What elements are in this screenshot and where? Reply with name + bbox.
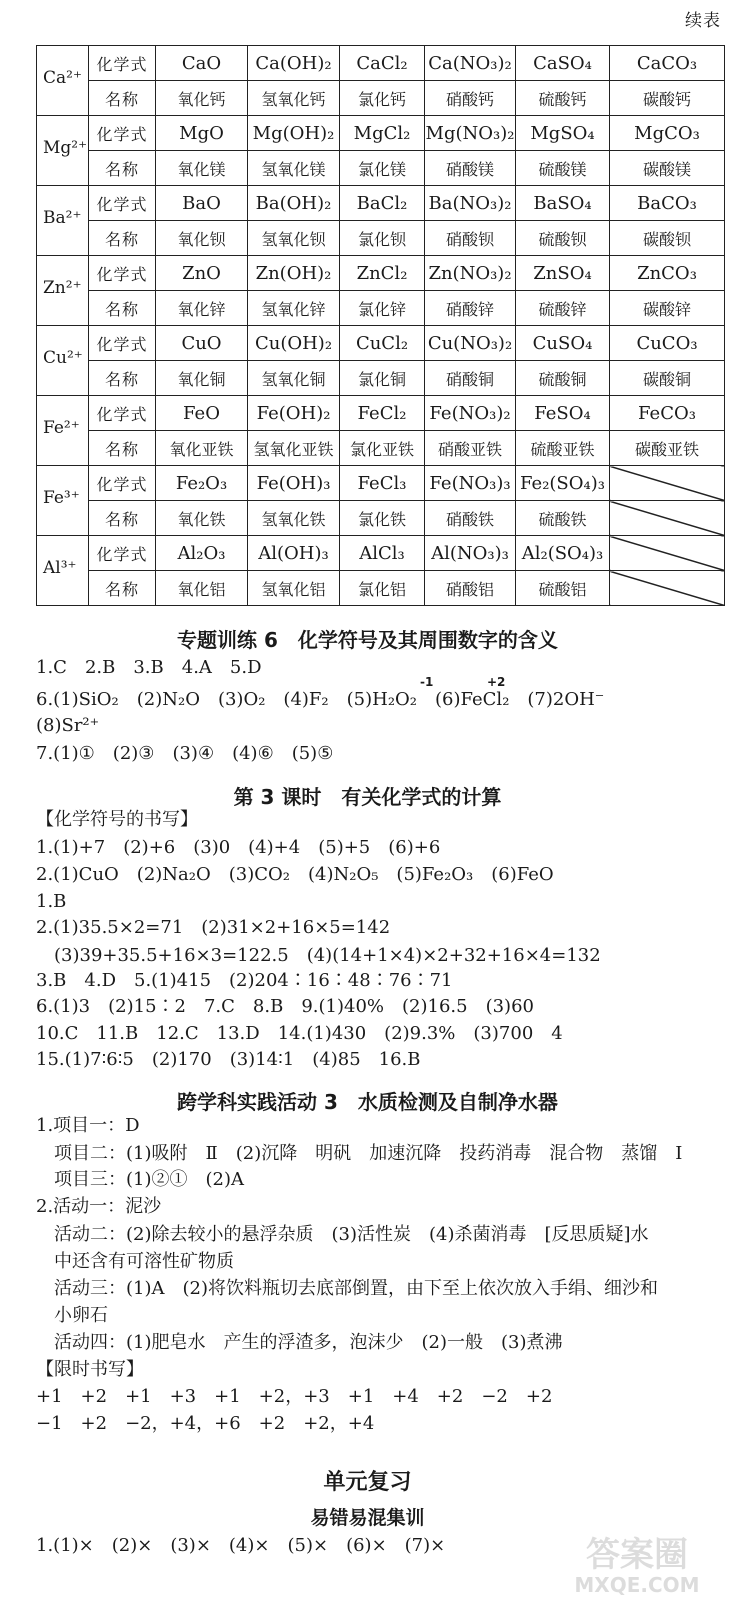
table-row [37,571,725,606]
formula-cell: Fe(NO₃)₃ [425,466,516,501]
name-cell: 硝酸锌 [425,291,516,326]
valence-mark: +2 [487,675,506,689]
name-cell: 氧化铜 [156,361,248,396]
answer-line: 1.B [36,891,67,912]
name-cell: 氧化铝 [156,571,248,606]
formula-cell: BaCO₃ [610,186,725,221]
name-cell: 硫酸镁 [516,151,610,186]
answer-line: 2.(1)CuO (2)Na₂O (3)CO₂ (4)N₂O₅ (5)Fe₂O₃ (6)FeO [36,864,554,885]
answer-line: 6.(1)SiO₂ (2)N₂O (3)O₂ (4)F₂ (5)H₂O₂ (6)FeCl₂ (7)2OH⁻ [36,689,605,710]
name-cell: 氧化亚铁 [156,431,248,466]
name-cell: 碳酸锌 [610,291,725,326]
formula-cell: MgSO₄ [516,116,610,151]
table-row [37,466,725,501]
name-cell: 硝酸亚铁 [425,431,516,466]
table-row [37,396,725,431]
answer-line: 项目三：(1)②① (2)A [54,1169,244,1190]
name-cell: 硝酸铁 [425,501,516,536]
answer-line: 2.活动一：泥沙 [36,1196,162,1217]
formula-cell: Al(NO₃)₃ [425,536,516,571]
subheading: 【限时书写】 [36,1359,144,1380]
table-row [37,81,725,116]
formula-cell: FeO [156,396,248,431]
formula-cell: Ba(OH)₂ [248,186,340,221]
name-cell: 硝酸钡 [425,221,516,256]
formula-cell: ZnCl₂ [340,256,425,291]
table-row [37,291,725,326]
row-label: 化学式 [89,256,156,291]
name-cell: 氢氧化亚铁 [248,431,340,466]
formula-cell: CuCO₃ [610,326,725,361]
formula-cell: FeCl₂ [340,396,425,431]
formula-cell: AlCl₃ [340,536,425,571]
formula-cell: CaSO₄ [516,46,610,81]
name-cell: 硫酸亚铁 [516,431,610,466]
table-row [37,221,725,256]
ion-cell: Zn²⁺ [37,256,89,326]
table-row [37,536,725,571]
formula-cell: ZnSO₄ [516,256,610,291]
formula-cell: ZnO [156,256,248,291]
row-label: 名称 [89,571,156,606]
table-row [37,501,725,536]
name-cell: 碳酸铜 [610,361,725,396]
table-row [37,326,725,361]
name-cell: 氢氧化铁 [248,501,340,536]
formula-cell: Cu(OH)₂ [248,326,340,361]
formula-cell: Fe₂O₃ [156,466,248,501]
formula-cell: Fe(NO₃)₂ [425,396,516,431]
subheading: 【化学符号的书写】 [36,809,198,830]
ion-cell: Ba²⁺ [37,186,89,256]
row-label: 名称 [89,431,156,466]
unit-review-subtitle: 易错易混集训 [310,1507,425,1529]
answer-line: 1.(1)× (2)× (3)× (4)× (5)× (6)× (7)× [36,1535,446,1556]
name-cell: 氯化钙 [340,81,425,116]
formula-cell: Fe(OH)₃ [248,466,340,501]
table-row [37,361,725,396]
formula-cell: BaCl₂ [340,186,425,221]
formula-cell: Al(OH)₃ [248,536,340,571]
answer-line: 活动三：(1)A (2)将饮料瓶切去底部倒置，由下至上依次放入手绢、细沙和 [54,1278,658,1299]
table-row [37,431,725,466]
name-cell: 硝酸铜 [425,361,516,396]
name-cell: 氯化镁 [340,151,425,186]
name-cell: 氢氧化锌 [248,291,340,326]
watermark-url: MXQE.COM [574,1573,700,1597]
table-row [37,256,725,291]
answer-line: 10.C 11.B 12.C 13.D 14.(1)430 (2)9.3% (3)700 4 [36,1023,563,1044]
name-cell: 硝酸镁 [425,151,516,186]
formula-cell: Ba(NO₃)₂ [425,186,516,221]
table-row [37,186,725,221]
formula-cell: Al₂O₃ [156,536,248,571]
name-cell: 氯化亚铁 [340,431,425,466]
formula-cell: Fe₂(SO₄)₃ [516,466,610,501]
answer-line: 15.(1)7∶6∶5 (2)170 (3)14∶1 (4)85 16.B [36,1049,421,1070]
row-label: 化学式 [89,326,156,361]
row-label: 名称 [89,221,156,256]
ion-cell: Ca²⁺ [37,46,89,116]
formula-cell: BaSO₄ [516,186,610,221]
formula-cell: Mg(OH)₂ [248,116,340,151]
name-cell: 氯化铝 [340,571,425,606]
formula-cell: FeSO₄ [516,396,610,431]
formula-cell: CuSO₄ [516,326,610,361]
name-cell: 氯化铁 [340,501,425,536]
answer-line: (8)Sr²⁺ [36,715,100,736]
formula-cell: Ca(NO₃)₂ [425,46,516,81]
name-cell: 氧化镁 [156,151,248,186]
name-cell: 氢氧化钡 [248,221,340,256]
answer-line: (3)39+35.5+16×3=122.5 (4)(14+1×4)×2+32+16×4=132 [54,945,601,966]
name-cell: 硝酸钙 [425,81,516,116]
lesson3-title: 第 3 课时 有关化学式的计算 [233,785,502,809]
formula-cell: CaCl₂ [340,46,425,81]
name-cell: 氯化铜 [340,361,425,396]
name-cell: 硫酸锌 [516,291,610,326]
formula-cell: CaCO₃ [610,46,725,81]
answer-line: +1 +2 +1 +3 +1 +2，+3 +1 +4 +2 −2 +2 [36,1386,553,1407]
continued-label: 续表 [685,11,721,31]
name-cell: 氢氧化钙 [248,81,340,116]
answer-line: 小卵石 [54,1305,108,1326]
answer-line: 7.(1)① (2)③ (3)④ (4)⑥ (5)⑤ [36,743,334,764]
formula-cell: FeCl₃ [340,466,425,501]
table-row [37,46,725,81]
row-label: 名称 [89,81,156,116]
name-cell: 硫酸铁 [516,501,610,536]
ion-cell: Cu²⁺ [37,326,89,396]
formula-cell: MgCO₃ [610,116,725,151]
watermark-text: 答案圈 [586,1535,688,1575]
row-label: 化学式 [89,536,156,571]
name-cell: 氯化锌 [340,291,425,326]
name-cell: 碳酸亚铁 [610,431,725,466]
ion-cell: Fe³⁺ [37,466,89,536]
name-cell: 氯化钡 [340,221,425,256]
formula-cell: Fe(OH)₂ [248,396,340,431]
answer-line: 1.C 2.B 3.B 4.A 5.D [36,657,262,678]
answer-line: 活动二：(2)除去较小的悬浮杂质 (3)活性炭 (4)杀菌消毒 [反思质疑]水 [54,1224,649,1245]
name-cell: 氧化钡 [156,221,248,256]
formula-cell: CuO [156,326,248,361]
table-row [37,151,725,186]
answer-line: −1 +2 −2，+4，+6 +2 +2，+4 [36,1413,375,1434]
section6-title: 专题训练 6 化学符号及其周围数字的含义 [177,628,558,652]
formula-cell: CuCl₂ [340,326,425,361]
answer-line: 活动四：(1)肥皂水 产生的浮渣多，泡沫少 (2)一般 (3)煮沸 [54,1332,563,1353]
formula-cell: Zn(NO₃)₂ [425,256,516,291]
ion-cell: Fe²⁺ [37,396,89,466]
name-cell: 碳酸钙 [610,81,725,116]
watermark-logo [557,1528,717,1598]
name-cell: 氢氧化铝 [248,571,340,606]
answer-line: 项目二：(1)吸附 Ⅱ (2)沉降 明矾 加速沉降 投药消毒 混合物 蒸馏 Ⅰ [54,1143,683,1164]
unit-review-title: 单元复习 [323,1470,412,1495]
name-cell: 氧化锌 [156,291,248,326]
empty-cell [610,501,725,536]
formula-cell: MgCl₂ [340,116,425,151]
row-label: 化学式 [89,46,156,81]
answer-line: 6.(1)3 (2)15∶2 7.C 8.B 9.(1)40% (2)16.5 (3)60 [36,996,534,1017]
answer-line: 2.(1)35.5×2=71 (2)31×2+16×5=142 [36,917,391,938]
salt-table [36,45,725,606]
formula-cell: Mg(NO₃)₂ [425,116,516,151]
row-label: 化学式 [89,466,156,501]
formula-cell: BaO [156,186,248,221]
answer-line: 1.(1)+7 (2)+6 (3)0 (4)+4 (5)+5 (6)+6 [36,837,441,858]
formula-cell: Zn(OH)₂ [248,256,340,291]
row-label: 名称 [89,501,156,536]
formula-cell: FeCO₃ [610,396,725,431]
name-cell: 氢氧化铜 [248,361,340,396]
row-label: 化学式 [89,396,156,431]
name-cell: 硝酸铝 [425,571,516,606]
answer-line: 3.B 4.D 5.(1)415 (2)204∶16∶48∶76∶71 [36,970,453,991]
row-label: 化学式 [89,186,156,221]
formula-cell: MgO [156,116,248,151]
name-cell: 氧化钙 [156,81,248,116]
activity3-title: 跨学科实践活动 3 水质检测及自制净水器 [177,1090,558,1114]
name-cell: 碳酸镁 [610,151,725,186]
empty-cell [610,536,725,571]
name-cell: 氧化铁 [156,501,248,536]
name-cell: 氢氧化镁 [248,151,340,186]
formula-cell: Cu(NO₃)₂ [425,326,516,361]
valence-mark: -1 [420,675,434,689]
table-row [37,116,725,151]
ion-cell: Mg²⁺ [37,116,89,186]
name-cell: 硫酸钡 [516,221,610,256]
name-cell: 硫酸钙 [516,81,610,116]
formula-cell: ZnCO₃ [610,256,725,291]
name-cell: 硫酸铜 [516,361,610,396]
name-cell: 碳酸钡 [610,221,725,256]
formula-cell: CaO [156,46,248,81]
row-label: 名称 [89,361,156,396]
row-label: 名称 [89,151,156,186]
ion-cell: Al³⁺ [37,536,89,606]
empty-cell [610,571,725,606]
answer-line: 1.项目一：D [36,1115,140,1136]
answer-line: 中还含有可溶性矿物质 [54,1251,234,1272]
formula-cell: Al₂(SO₄)₃ [516,536,610,571]
name-cell: 硫酸铝 [516,571,610,606]
formula-cell: Ca(OH)₂ [248,46,340,81]
row-label: 化学式 [89,116,156,151]
empty-cell [610,466,725,501]
row-label: 名称 [89,291,156,326]
